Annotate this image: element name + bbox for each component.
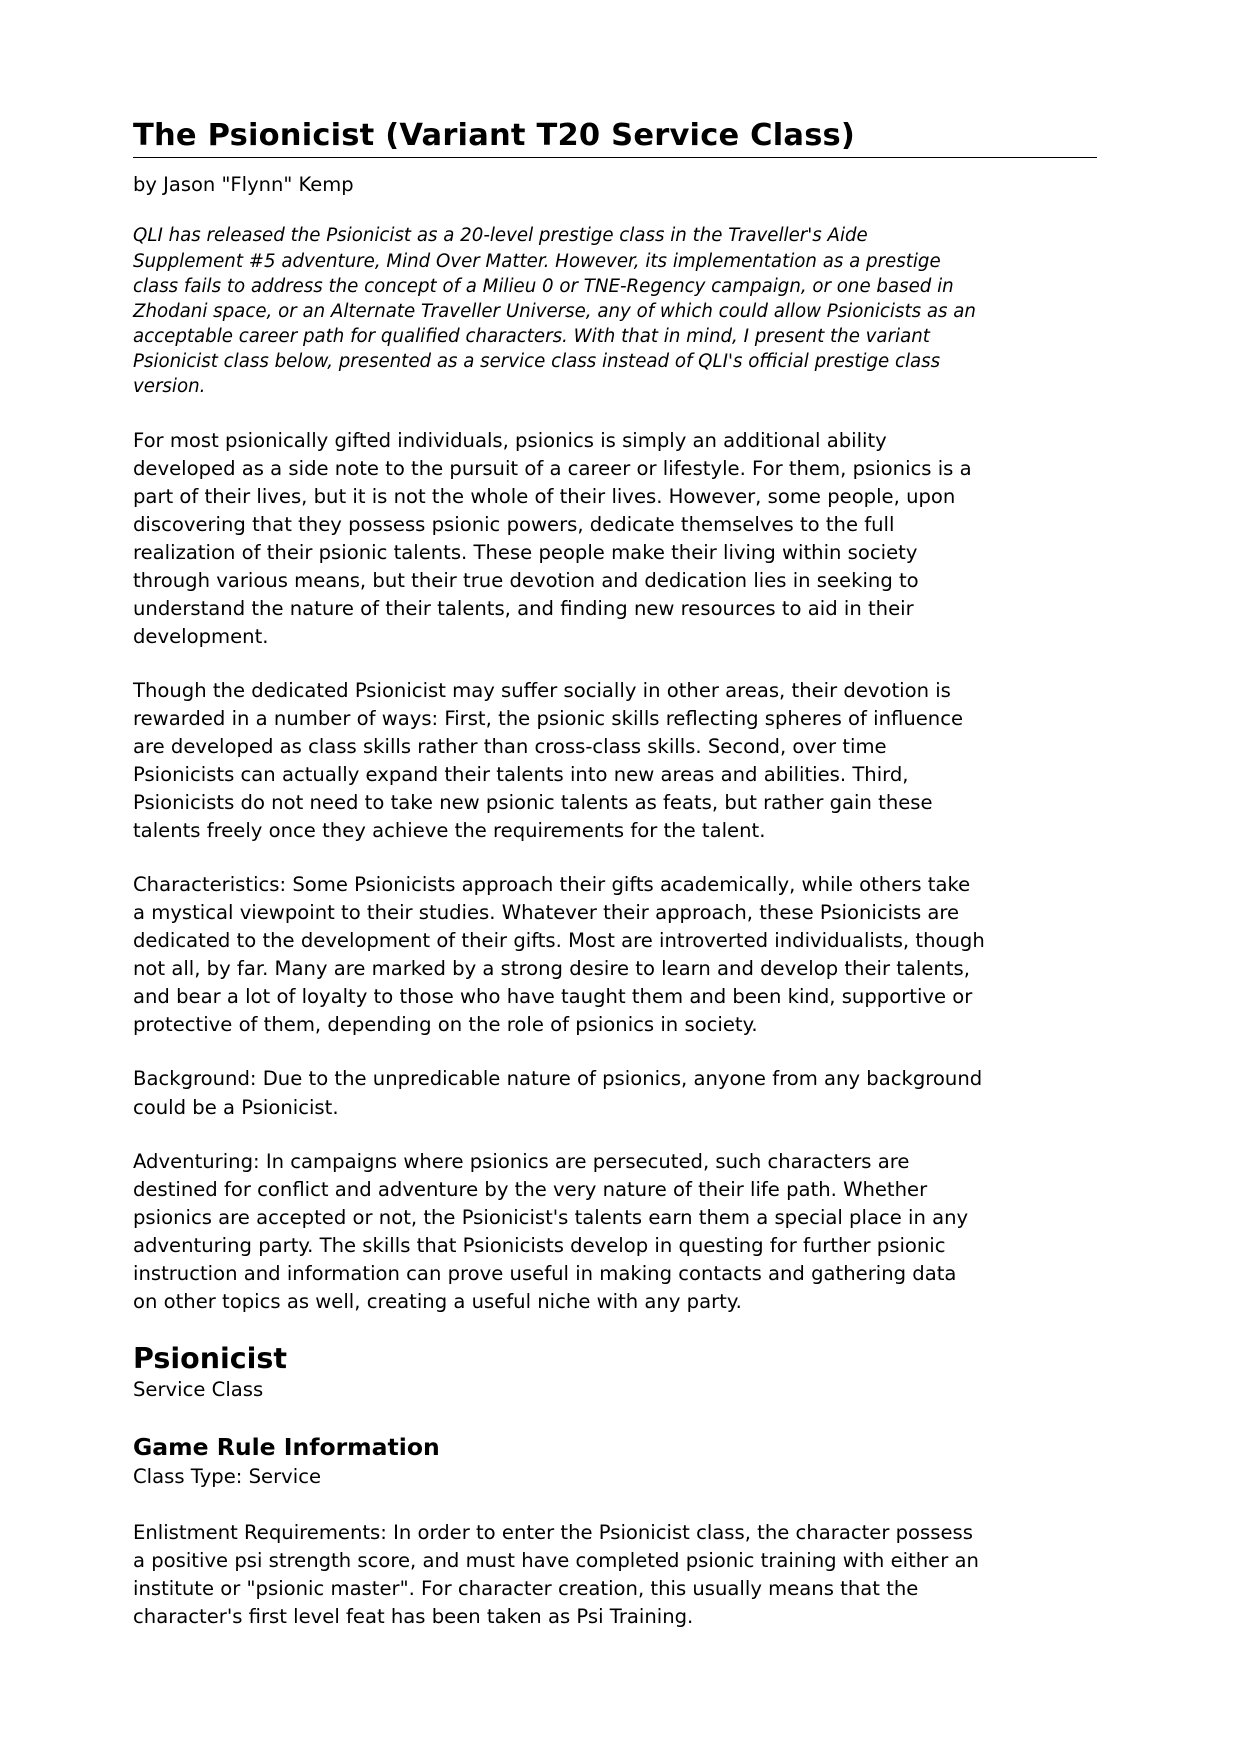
body-paragraph: For most psionically gifted individuals, psionics is simply an additional ability developed as a side note to the pursuit of a career or lifestyle. For them, psionics is a part of their lives, but it is not the whole of their lives. However, some people, upon discovering that they possess psionic powers, dedicate themselves to the full realization of their psionic talents. These people make their living within society through various means, but their true devotion and dedication lies in seeking to understand the nature of their talents, and finding new resources to aid in their development.	[133, 429, 972, 649]
body-paragraph: Adventuring: In campaigns where psionics are persecuted, such characters are destined for conflict and adventure by the very nature of their life path. Whether psionics are accepted or not, the Psionicist's talents earn them a special place in any adventuring party. The skills that Psionicists develop in questing for further psionic instruction and information can prove useful in making contacts and gathering data on other topics as well, creating a useful niche with any party.	[133, 1149, 969, 1313]
class-subtitle: Service Class	[133, 1377, 264, 1401]
title-divider	[133, 157, 1097, 158]
byline: by Jason "Flynn" Kemp	[133, 173, 354, 197]
page-title: The Psionicist (Variant T20 Service Class)	[133, 118, 856, 153]
body-paragraph: Background: Due to the unpredicable nature of psionics, anyone from any background could be a Psionicist.	[133, 1067, 983, 1119]
body-paragraph: Though the dedicated Psionicist may suffer socially in other areas, their devotion is rewarded in a number of ways: First, the psionic skills reflecting spheres of influence are developed as class skills rather than cross-class skills. Second, over time Psionicists can actually expand their talents into new areas and abilities. Third, Psionicists do not need to take new psionic talents as feats, but rather gain these talents freely once they achieve the requirements for the talent.	[133, 679, 964, 843]
intro-italic-paragraph: QLI has released the Psionicist as a 20-level prestige class in the Traveller's Aide Supplement #5 adventure, Mind Over Matter. However, its implementation as a prestige class fails to address the concept of a Milieu 0 or TNE-Regency campaign, or one based in Zhodani space, or an Alternate Traveller Universe, any of which could allow Psionicists as an acceptable career path for qualified characters. With that in mind, I present the variant Psionicist class below, presented as a service class instead of QLI's official prestige class version.	[133, 225, 976, 398]
class-name-heading: Psionicist	[133, 1341, 288, 1375]
game-rule-information-heading: Game Rule Information	[133, 1433, 440, 1462]
body-paragraph: Characteristics: Some Psionicists approach their gifts academically, while others take a mystical viewpoint to their studies. Whatever their approach, these Psionicists are dedicated to the development of their gifts. Most are introverted individualists, though not all, by far. Many are marked by a strong desire to learn and develop their talents, and bear a lot of loyalty to those who have taught them and been kind, supportive or protective of them, depending on the role of psionics in society.	[133, 873, 985, 1037]
enlistment-requirements-paragraph: Enlistment Requirements: In order to enter the Psionicist class, the character possess a positive psi strength score, and must have completed psionic training with either an institute or "psionic master". For character creation, this usually means that the character's first level feat has been taken as Psi Training.	[133, 1520, 979, 1628]
class-type-line: Class Type: Service	[133, 1465, 322, 1489]
